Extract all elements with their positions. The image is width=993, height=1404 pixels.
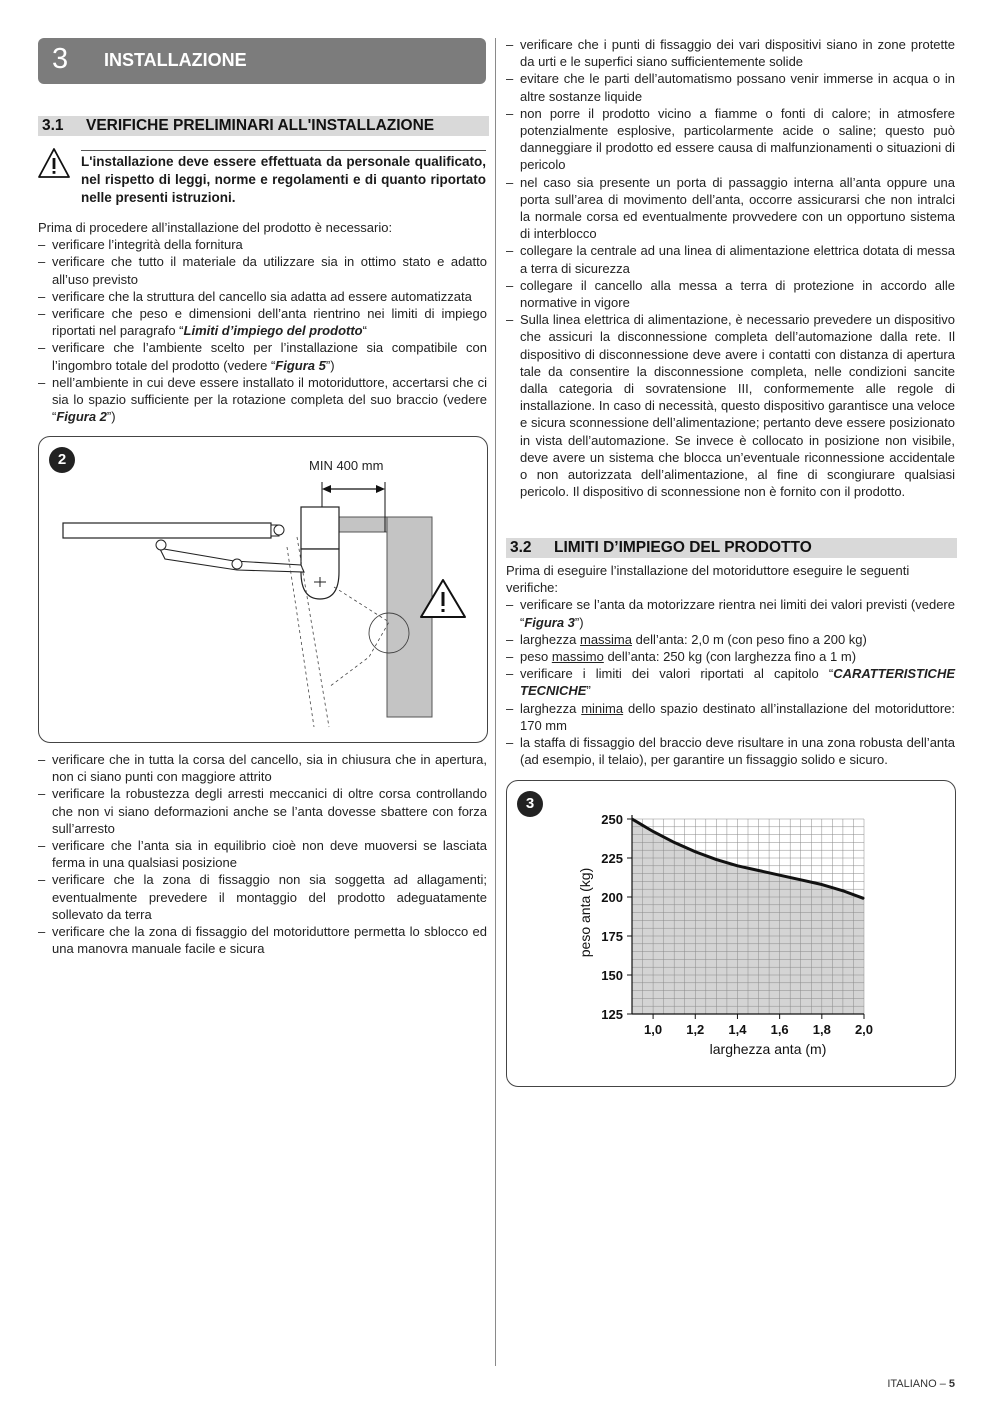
list-item (506, 596, 955, 630)
figure-3 (506, 780, 956, 1087)
item-text: collegare il cancello alla messa a terra di protezione in accordo alle normative in vigore (520, 277, 955, 311)
item-text: nell’ambiente in cui deve essere installato il motoriduttore, accertarsi che ci sia lo spazio sufficiente per la rotazione completa del suo braccio (vedere “ (52, 374, 487, 425)
list-item (38, 751, 487, 785)
item-text: verificare se l’anta da motorizzare rientra nei limiti dei valori previsti (vedere “ (520, 597, 955, 630)
item-text: verificare che la zona di fissaggio del motoriduttore permetta lo sblocco ed una manovra manuale facile e sicura (52, 924, 487, 957)
checklist-right (506, 36, 955, 500)
data-point (863, 898, 864, 899)
list-item (506, 665, 955, 699)
item-text: verificare che la zona di fissaggio non sia soggetta ad allagamenti; eventualmente prevedere il montaggio del prodotto adeguatamente sollevato da terra (52, 872, 487, 922)
list-item (38, 288, 487, 305)
list-item (38, 236, 487, 253)
dimension-label: MIN 400 mm (309, 458, 384, 473)
item-text: verificare che l’ambiente scelto per l’installazione sia compatibile con l’ingombro totale del prodotto (vedere “ (52, 340, 487, 373)
y-tick-label: 225 (601, 851, 623, 866)
list-item (506, 648, 955, 665)
list-item (506, 105, 955, 174)
section-title: VERIFICHE PRELIMINARI ALL'INSTALLAZIONE (86, 117, 435, 134)
weight-width-chart (507, 781, 955, 1086)
list-item (506, 242, 955, 276)
item-text: dell’anta: 250 kg (con larghezza fino a 1 m) (603, 649, 857, 665)
list-item (38, 253, 487, 287)
data-point (779, 875, 780, 876)
section2-intro: Prima di eseguire l’installazione del motoriduttore eseguire le seguenti verifiche: (506, 563, 910, 596)
data-point (758, 870, 759, 871)
list-item (38, 871, 487, 923)
data-point (674, 842, 675, 843)
item-text: verificare che in tutta la corsa del cancello, sia in chiusura che in apertura, non ci siano punti con maggiore attrito (52, 752, 487, 785)
section1-list-b-block (38, 751, 487, 957)
data-point (821, 884, 822, 885)
section1-intro: Prima di procedere all’installazione del prodotto è necessario: (38, 220, 393, 235)
item-text: dello spazio destinato all’installazione del motoriduttore: 170 mm (520, 700, 955, 733)
underlined-term: massima (579, 631, 632, 647)
list-item (38, 785, 487, 837)
item-text: Sulla linea elettrica di alimentazione, è necessario prevedere un dispositivo che assicuri la disconnessione completa dell’automazione dalla rete. Il dispositivo di disconnessione deve avere i contatti con distanza di apertura tale da consentire la disconnessione completa, nelle condizioni sancite dalla categoria di sovratensione III, conformemente alle regole di installazione. In caso di necessità, questo dispositivo garantisce una veloce e sicura sconnessione dell’alimentazione; pertanto deve essere posizionato in vista dell’automazione. Se invece è collocato in posizione non visibile, deve avere un sistema che blocca un’eventuale riconnessione accidentale o non autorizzata dell’alimentazione, al fine di scongiurare qualsiasi pericolo. Il dispositivo di sconnessione non è fornito con il prodotto. (520, 312, 955, 500)
item-text: verificare l’integrità della fornitura (52, 237, 243, 253)
y-axis-label: peso anta (kg) (577, 867, 593, 958)
footer-language: ITALIANO – (887, 1378, 949, 1390)
data-point (695, 851, 696, 852)
section2-block (506, 562, 955, 768)
y-tick-label: 125 (601, 1007, 623, 1022)
underlined-term: minima (581, 700, 624, 716)
item-text: evitare che le parti dell’automatismo possano venir immerse in acqua o in altre sostanze liquide (520, 71, 955, 104)
gate-opener-diagram (39, 437, 487, 742)
y-tick-label: 150 (601, 968, 623, 983)
item-text: ”) (325, 357, 335, 373)
warning-rule (81, 150, 486, 151)
item-text: “ (362, 323, 367, 339)
x-tick-label: 1,4 (728, 1022, 747, 1037)
list-item (506, 700, 955, 734)
section-number: 3.1 (42, 117, 64, 134)
item-text: verificare che peso e dimensioni dell’anta rientrino nei limiti di impiego riportati nel paragrafo “ (52, 306, 487, 339)
data-point (842, 890, 843, 891)
cross-reference: Figura 2 (56, 409, 107, 425)
list-item (38, 923, 487, 957)
item-text: ”) (106, 409, 116, 425)
list-item (38, 374, 487, 426)
list-item (506, 36, 955, 70)
x-tick-label: 2,0 (854, 1022, 874, 1037)
item-text: collegare la centrale ad una linea di alimentazione elettrica dotata di messa a terra di sicurezza (520, 243, 955, 276)
chapter-title: INSTALLAZIONE (104, 50, 247, 70)
item-text: verificare che l’anta sia in equilibrio cioè non deve muoversi se lasciata ferma in una qualsiasi posizione (52, 838, 487, 871)
y-tick-label: 250 (601, 812, 623, 827)
item-text: non porre il prodotto vicino a fiamme o fonti di calore; in atmosfere potenzialmente esplosive, particolarmente acide o saline; questo può danneggiare il prodotto ed essere causa di malfunzionamenti o situazioni di pericolo (520, 105, 955, 173)
section-heading-3-1 (38, 116, 489, 136)
item-text: nel caso sia presente un porta di passaggio interna all’anta oppure una porta sull’area di movimento dell’anta, occorre assicurarsi che non intralci la normale corsa ed eventualmente provvedere con un opportuno sistema di interblocco (520, 174, 955, 242)
list-item (506, 631, 955, 648)
section-title: LIMITI D’IMPIEGO DEL PRODOTTO (554, 539, 812, 556)
item-text: verificare che tutto il materiale da utilizzare sia in ottimo stato e adatto all’uso previsto (52, 254, 487, 287)
item-text: ” (586, 683, 591, 699)
chapter-number: 3 (52, 43, 69, 75)
checklist-s2 (506, 596, 955, 768)
item-text: verificare la robustezza degli arresti meccanici di oltre corsa controllando che non vi siano deformazioni anche se l’anta dovesse sbattere con forza sull’arresto (52, 786, 487, 836)
cross-reference: Figura 3 (524, 614, 575, 630)
x-axis-label: larghezza anta (m) (709, 1041, 827, 1057)
underlined-term: massimo (551, 649, 604, 665)
x-tick-label: 1,0 (644, 1022, 663, 1037)
list-item (506, 70, 955, 104)
data-point (737, 865, 738, 866)
cross-reference: Figura 5 (275, 357, 326, 373)
x-tick-label: 1,2 (686, 1022, 705, 1037)
section1-intro-block (38, 219, 487, 425)
y-tick-label: 200 (601, 890, 623, 905)
item-text: ”) (574, 614, 584, 630)
data-point (800, 879, 801, 880)
page-number: 5 (948, 1378, 955, 1390)
list-item (506, 311, 955, 500)
list-item (506, 734, 955, 768)
section-heading-3-2 (506, 538, 957, 558)
x-tick-label: 1,6 (770, 1022, 789, 1037)
list-item (38, 837, 487, 871)
list-item (506, 277, 955, 311)
item-text: la staffa di fissaggio del braccio deve risultare in una zona robusta dell’anta (ad esempio, il telaio), per garantire un fissaggio solido e sicuro. (520, 735, 955, 768)
x-tick-label: 1,8 (812, 1022, 831, 1037)
item-text: peso (520, 649, 552, 665)
checklist-b (38, 751, 487, 957)
item-text: larghezza (520, 700, 582, 716)
chapter-header (38, 38, 486, 84)
data-point (652, 831, 653, 832)
right-list-block (506, 36, 955, 500)
figure-2 (38, 436, 488, 743)
checklist-a (38, 236, 487, 425)
item-text: dell’anta: 2,0 m (con peso fino a 200 kg) (632, 631, 867, 647)
list-item (506, 174, 955, 243)
data-point (716, 859, 717, 860)
item-text: verificare che i punti di fissaggio dei vari dispositivi siano in zone protette da urti e le superfici siano sufficientemente solide (520, 37, 955, 70)
section-number: 3.2 (510, 539, 532, 556)
list-item (38, 305, 487, 339)
item-text: verificare che la struttura del cancello sia adatta ad essere automatizzata (52, 288, 472, 304)
cross-reference: Limiti d’impiego del prodotto (183, 323, 363, 339)
figure-badge: 3 (517, 791, 543, 817)
warning-icon (38, 147, 70, 179)
warning-text: L'installazione deve essere effettuata da personale qualificato, nel rispetto di leggi, norme e regolamenti e di quanto riportato nelle presenti istruzioni. (81, 154, 486, 205)
list-item (38, 339, 487, 373)
y-tick-label: 175 (601, 929, 623, 944)
page-footer (887, 1378, 955, 1390)
column-divider (495, 38, 496, 1366)
item-text: verificare i limiti dei valori riportati al capitolo “ (520, 666, 834, 682)
item-text: larghezza (520, 631, 580, 647)
figure-badge: 2 (49, 447, 75, 473)
cross-reference: CARATTERISTICHE TECNICHE (520, 666, 955, 699)
